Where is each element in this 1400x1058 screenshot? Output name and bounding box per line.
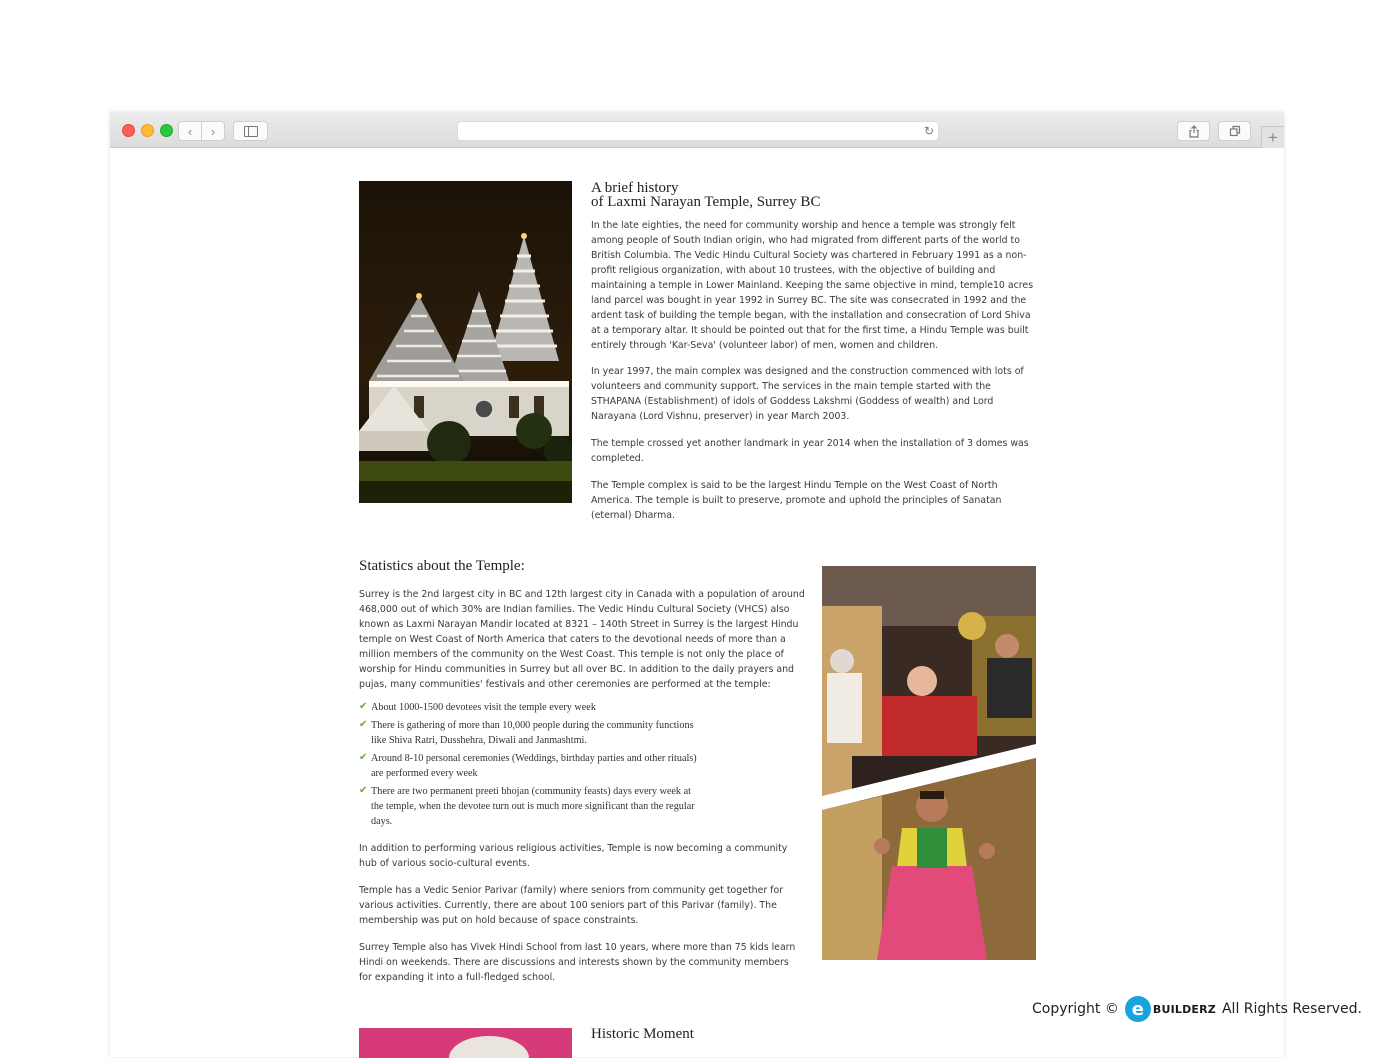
check-icon: ✔ <box>359 701 368 712</box>
brand-e-icon: e <box>1125 996 1151 1022</box>
statistics-paragraph: Surrey Temple also has Vivek Hindi School from last 10 years, where more than 75 kids learn Hindi on weekends. There are discussions and interests shown by the community members for expanding it into a full-fledged school. <box>359 942 796 983</box>
list-item: ✔ About 1000-1500 devotees visit the temple every week <box>359 701 596 713</box>
statistics-list <box>359 700 699 832</box>
history-title <box>591 181 820 209</box>
history-paragraph: The temple crossed yet another landmark in year 2014 when the installation of 3 domes was completed. <box>591 438 1029 464</box>
chevron-left-icon: ‹ <box>187 123 193 139</box>
copyright-suffix: All Rights Reserved. <box>1221 1001 1363 1017</box>
brand-name: BUILDERZ <box>1152 1002 1216 1016</box>
historic-moment-photo <box>359 1028 572 1058</box>
copyright-prefix: Copyright © <box>1032 1001 1119 1017</box>
sidebar-toggle-button[interactable] <box>233 121 268 141</box>
history-paragraph: In the late eighties, the need for community worship and hence a temple was strongly felt among people of South Indian origin, who had migrated from different parts of the world to British Columbia. The Vedic Hindu Cultural Society was chartered in February 1991 as a non-profit religious organization, with about 10 trustees, with the objective of building and maintaining a temple in Lower Mainland. Keeping the same objective in mind, temple10 acres land parcel was bought in year 1992 in Surrey BC. The site was consecrated in 1992 and the ardent task of building the temple began, with the installation and consecration of Lord Shiva at a temporary altar. It should be pointed out that for the first time, a Hindu Temple was built entirely through 'Kar-Seva' (volunteer labor) of men, women and children. <box>591 220 1034 351</box>
list-item: ✔ There is gathering of more than 10,000 people during the community functions like Shiva Ratri, Dusshehra, Diwali and Janmashtmi. <box>359 719 694 746</box>
tabs-icon <box>1229 125 1241 137</box>
community-events-photo <box>822 566 1036 960</box>
address-bar[interactable] <box>457 121 939 141</box>
history-title-line-1: A brief history <box>591 180 679 196</box>
tab-overview-button[interactable] <box>1218 121 1251 141</box>
browser-toolbar <box>110 112 1284 148</box>
list-item: ✔ Around 8-10 personal ceremonies (Weddings, birthday parties and other rituals) are performed every week <box>359 752 697 779</box>
close-window-button[interactable] <box>122 124 135 137</box>
statistics-title: Statistics about the Temple: <box>359 558 525 574</box>
historic-moment-title: Historic Moment <box>591 1026 694 1042</box>
new-tab-button[interactable] <box>1261 126 1284 148</box>
temple-night-photo <box>359 181 572 503</box>
check-icon: ✔ <box>359 752 368 763</box>
forward-button[interactable] <box>201 121 225 141</box>
reload-icon[interactable]: ↻ <box>923 124 934 138</box>
check-icon: ✔ <box>359 719 368 730</box>
share-button[interactable] <box>1177 121 1210 141</box>
zoom-window-button[interactable] <box>160 124 173 137</box>
copyright-footer <box>1032 996 1362 1022</box>
back-button[interactable] <box>178 121 202 141</box>
statistics-paragraph: Temple has a Vedic Senior Parivar (family) where seniors from community get together for various activities. Currently, there are about 100 seniors part of this Parivar (family). The membership was put on hold because of space constraints. <box>359 885 784 926</box>
share-icon <box>1188 125 1200 138</box>
chevron-right-icon: › <box>210 123 216 139</box>
history-paragraph: In year 1997, the main complex was designed and the construction commenced with lots of volunteers and community support. The services in the main temple started with the STHAPANA (Establishment) of idols of Goddess Lakshmi (Goddess of wealth) and Lord Narayana (Lord Vishnu, preserver) in year March 2003. <box>591 366 1024 422</box>
check-icon: ✔ <box>359 785 368 796</box>
list-item: ✔ There are two permanent preeti bhojan (community feasts) days every week at the temple, when the devotee turn out is much more significant than the regular days. <box>359 785 695 827</box>
history-title-line-2: of Laxmi Narayan Temple, Surrey BC <box>591 194 821 210</box>
statistics-paragraph: In addition to performing various religious activities, Temple is now becoming a community hub of various socio-cultural events. <box>359 843 788 869</box>
minimize-window-button[interactable] <box>141 124 154 137</box>
plus-icon: + <box>1268 127 1278 147</box>
sidebar-icon <box>244 126 258 137</box>
statistics-intro: Surrey is the 2nd largest city in BC and 12th largest city in Canada with a population of around 468,000 out of which 30% are Indian families. The Vedic Hindu Cultural Society (VHCS) also known as Laxmi Narayan Mandir located at 8321 – 140th Street in Surrey is the largest Hindu temple on West Coast of North America that caters to the devotional needs of more than a million members of the community on the West Coast. This temple is not only the place of worship for Hindu communities in Surrey but all over BC. In addition to the daily prayers and pujas, many communities' festivals and other ceremonies are performed at the temple: <box>359 589 805 690</box>
brand-logo <box>1125 996 1216 1022</box>
history-paragraph: The Temple complex is said to be the largest Hindu Temple on the West Coast of North America. The temple is built to preserve, promote and uphold the principles of Sanatan (eternal) Dharma. <box>591 480 1002 521</box>
